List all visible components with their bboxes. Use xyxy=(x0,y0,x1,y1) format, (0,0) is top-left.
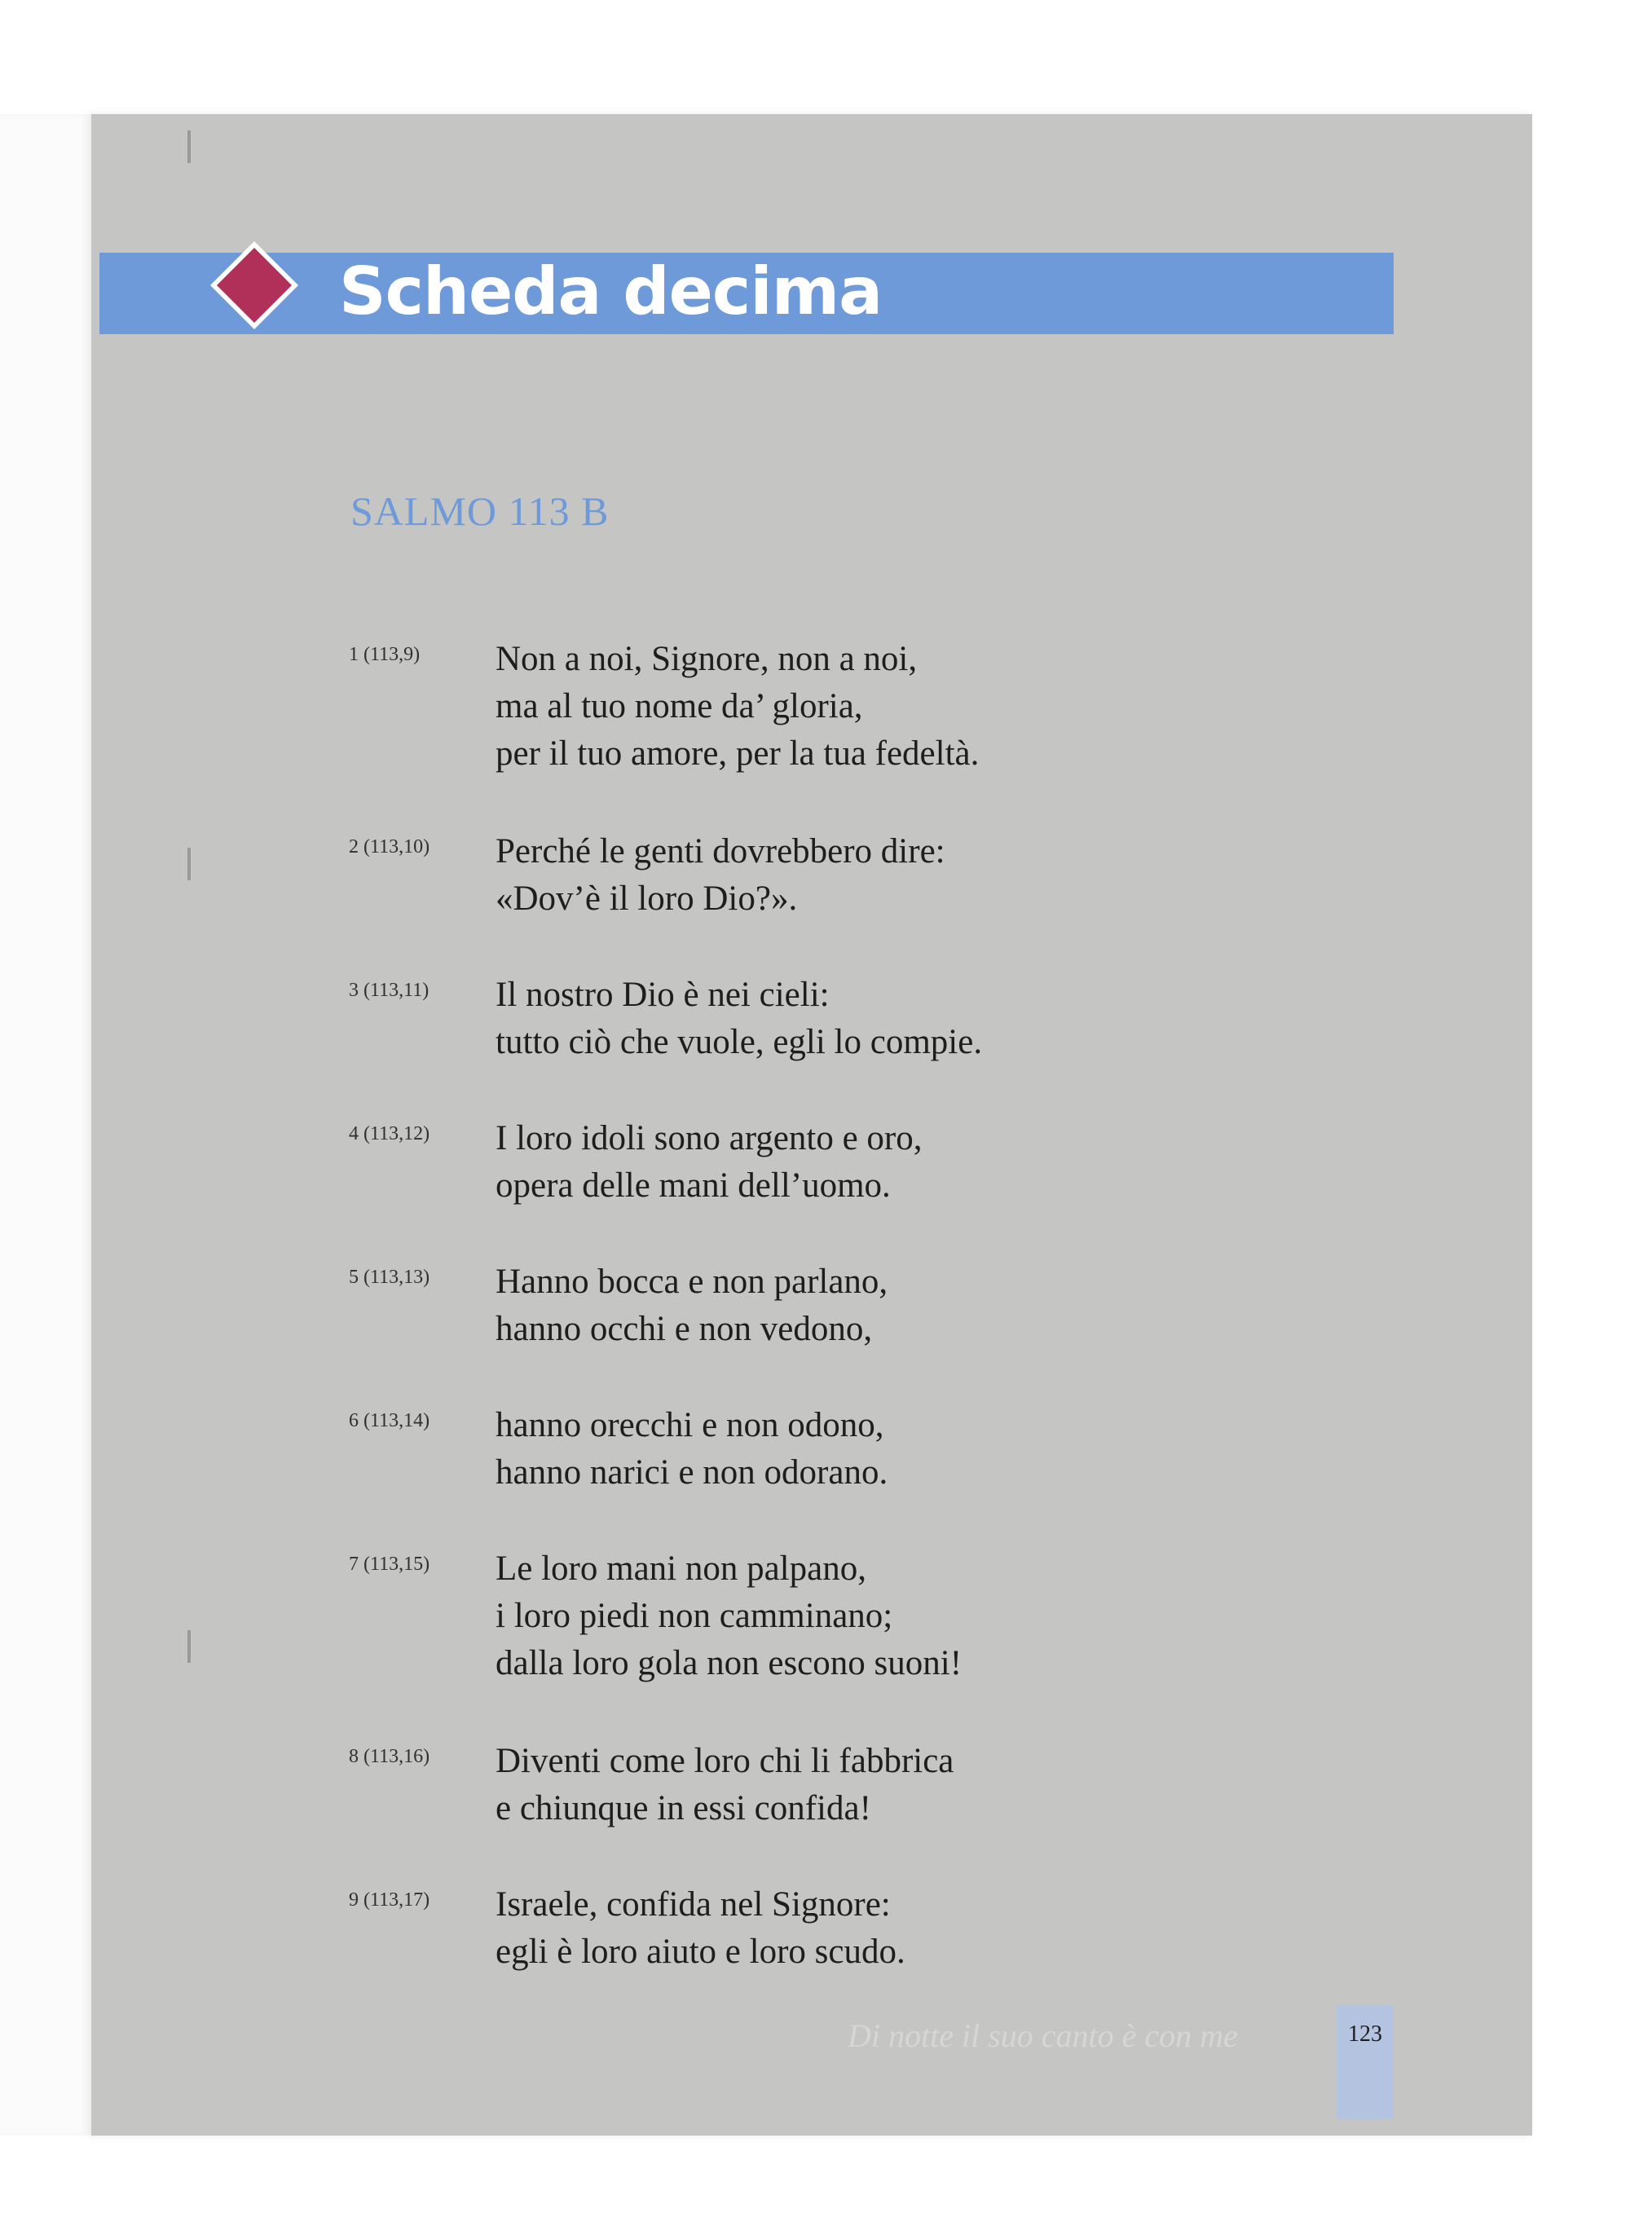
verse-text xyxy=(496,1738,954,1832)
binding-mark xyxy=(187,130,191,163)
verse-line: i loro piedi non camminano; xyxy=(496,1597,893,1635)
verse-line: hanno narici e non odorano. xyxy=(496,1453,888,1492)
verse xyxy=(349,1881,1408,1976)
verse-line: egli è loro aiuto e loro scudo. xyxy=(496,1933,905,1971)
psalm-title: SALMO 113 B xyxy=(350,488,610,534)
diamond-icon xyxy=(207,238,302,333)
verse-text xyxy=(496,1545,962,1687)
verse xyxy=(349,972,1408,1066)
verse-line: Non a noi, Signore, non a noi, xyxy=(496,640,918,678)
verse-line: tutto ciò che vuole, egli lo compie. xyxy=(496,1023,983,1061)
verse-line: per il tuo amore, per la tua fedeltà. xyxy=(496,734,980,773)
verse xyxy=(349,1115,1408,1210)
verse-text xyxy=(496,828,945,923)
verse-line: e chiunque in essi confida! xyxy=(496,1789,871,1827)
verse-line: Il nostro Dio è nei cieli: xyxy=(496,976,830,1014)
verse-reference: 8 (113,16) xyxy=(349,1746,430,1767)
verse-line: hanno occhi e non vedono, xyxy=(496,1310,873,1348)
verse-line: opera delle mani dell’uomo. xyxy=(496,1166,891,1205)
verse-text xyxy=(496,1259,888,1353)
verse-line: dalla loro gola non escono suoni! xyxy=(496,1644,963,1682)
verse-reference: 5 (113,13) xyxy=(349,1267,430,1288)
verse-reference: 7 (113,15) xyxy=(349,1554,430,1575)
verse-list xyxy=(349,636,1408,1976)
verse-text xyxy=(496,1881,905,1976)
verse xyxy=(349,1738,1408,1832)
verse xyxy=(349,1402,1408,1497)
verse-text xyxy=(496,636,979,778)
verse-line: hanno orecchi e non odono, xyxy=(496,1406,884,1444)
verse-line: Diventi come loro chi li fabbrica xyxy=(496,1742,954,1780)
verse-reference: 2 (113,10) xyxy=(349,836,430,857)
running-title: Di notte il suo canto è con me xyxy=(848,2017,1238,2054)
facing-page-edge xyxy=(0,114,106,2136)
verse-line: Le loro mani non palpano, xyxy=(496,1550,866,1588)
verse-text xyxy=(496,1402,888,1497)
verse-line: «Dov’è il loro Dio?». xyxy=(496,879,798,918)
verse-reference: 4 (113,12) xyxy=(349,1123,430,1144)
verse xyxy=(349,1545,1408,1687)
page-number: 123 xyxy=(1348,2021,1382,2047)
verse-line: Hanno bocca e non parlano, xyxy=(496,1263,888,1301)
verse-text xyxy=(496,1115,922,1210)
verse xyxy=(349,636,1408,778)
verse-line: Israele, confida nel Signore: xyxy=(496,1885,891,1924)
verse-reference: 6 (113,14) xyxy=(349,1410,430,1431)
binding-mark xyxy=(187,848,191,880)
verse-line: I loro idoli sono argento e oro, xyxy=(496,1119,923,1157)
verse-line: Perché le genti dovrebbero dire: xyxy=(496,832,945,871)
binding-mark xyxy=(187,1630,191,1663)
verse xyxy=(349,1259,1408,1353)
verse xyxy=(349,828,1408,923)
section-title: Scheda decima xyxy=(339,253,883,329)
verse-reference: 3 (113,11) xyxy=(349,980,430,1001)
verse-reference: 9 (113,17) xyxy=(349,1889,430,1911)
verse-reference: 1 (113,9) xyxy=(349,644,421,665)
verse-text xyxy=(496,972,982,1066)
verse-line: ma al tuo nome da’ gloria, xyxy=(496,687,863,725)
